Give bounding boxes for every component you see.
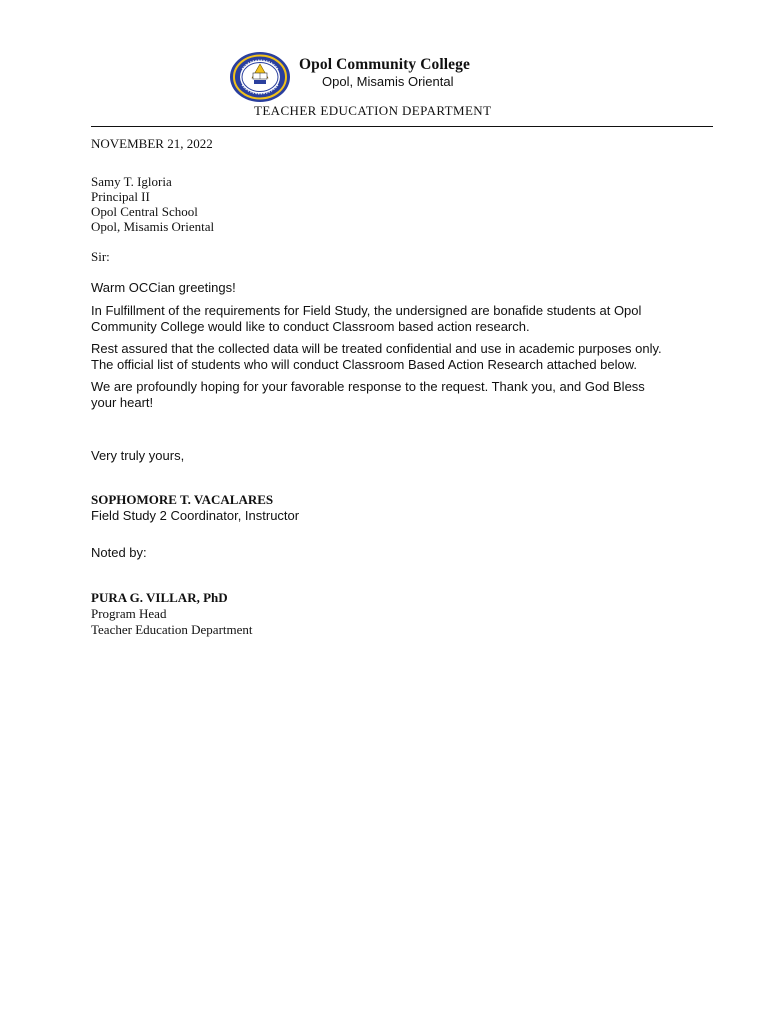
paragraph-line: your heart! [91,394,154,410]
noter-department: Teacher Education Department [91,622,253,637]
complimentary-closing: Very truly yours, [91,448,185,463]
signatory-title: Field Study 2 Coordinator, Instructor [91,508,300,523]
paragraph-closing-request [91,379,703,410]
paragraph-line: Community College would like to conduct Classroom based action research. [91,318,530,334]
salutation: Sir: [91,249,110,264]
paragraph-line: The official list of students who will conduct Classroom Based Action Research attached below. [91,356,638,372]
recipient-position: Principal II [91,189,150,204]
recipient-school: Opol Central School [91,204,198,219]
college-address: Opol, Misamis Oriental [322,74,454,89]
header-divider [91,126,713,127]
paragraph-line: Rest assured that the collected data will be treated confidential and use in academic purposes only. [91,341,662,356]
paragraph-requirements [91,303,703,334]
signatory-name: SOPHOMORE T. VACALARES [91,492,274,507]
college-name: Opol Community College [299,56,470,73]
noter-title: Program Head [91,606,167,621]
greeting: Warm OCCian greetings! [91,280,236,295]
noted-by-label: Noted by: [91,545,147,560]
recipient-address: Opol, Misamis Oriental [91,219,215,234]
department-title: TEACHER EDUCATION DEPARTMENT [254,103,492,118]
noter-name: PURA G. VILLAR, PhD [91,590,228,605]
recipient-name: Samy T. Igloria [91,174,172,189]
letter-date: NOVEMBER 21, 2022 [91,136,213,151]
paragraph-line: In Fulfillment of the requirements for Field Study, the undersigned are bonafide students at Opol [91,303,642,318]
paragraph-line: We are profoundly hoping for your favorable response to the request. Thank you, and God Bless [91,379,645,394]
paragraph-confidentiality [91,341,703,372]
college-seal-icon [229,51,291,103]
